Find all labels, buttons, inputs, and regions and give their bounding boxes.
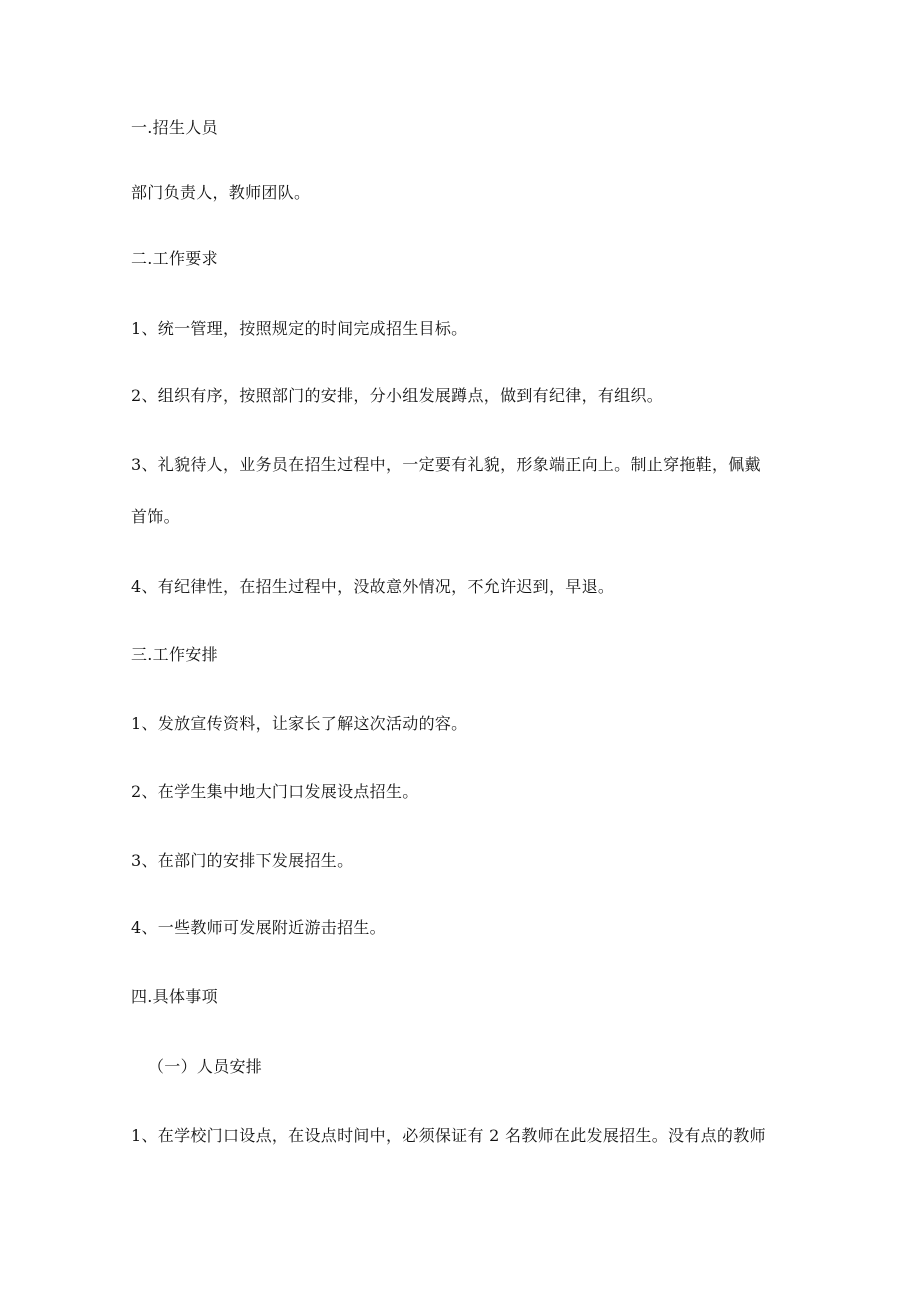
- section-heading-2: 二.工作要求: [131, 249, 218, 268]
- paragraph: 2、组织有序，按照部门的安排，分小组发展蹲点，做到有纪律，有组织。: [131, 386, 664, 405]
- paragraph: 3、在部门的安排下发展招生。: [131, 851, 354, 870]
- subheading: （一）人员安排: [148, 1057, 263, 1076]
- paragraph: 1、统一管理，按照规定的时间完成招生目标。: [131, 319, 468, 338]
- paragraph-continuation: 首饰。: [131, 507, 180, 526]
- section-heading-1: 一.招生人员: [131, 118, 218, 137]
- paragraph: 2、在学生集中地大门口发展设点招生。: [131, 782, 419, 801]
- paragraph: 部门负责人，教师团队。: [131, 183, 311, 202]
- paragraph: 1、发放宣传资料，让家长了解这次活动的容。: [131, 714, 468, 733]
- paragraph: 4、一些教师可发展附近游击招生。: [131, 918, 386, 937]
- paragraph: 3、礼貌待人，业务员在招生过程中，一定要有礼貌，形象端正向上。制止穿拖鞋，佩戴: [131, 455, 761, 474]
- paragraph: 1、在学校门口设点，在设点时间中，必须保证有 2 名教师在此发展招生。没有点的教师: [131, 1126, 766, 1145]
- section-heading-4: 四.具体事项: [131, 987, 218, 1006]
- section-heading-3: 三.工作安排: [131, 645, 218, 664]
- paragraph: 4、有纪律性，在招生过程中，没故意外情况，不允许迟到，早退。: [131, 577, 615, 596]
